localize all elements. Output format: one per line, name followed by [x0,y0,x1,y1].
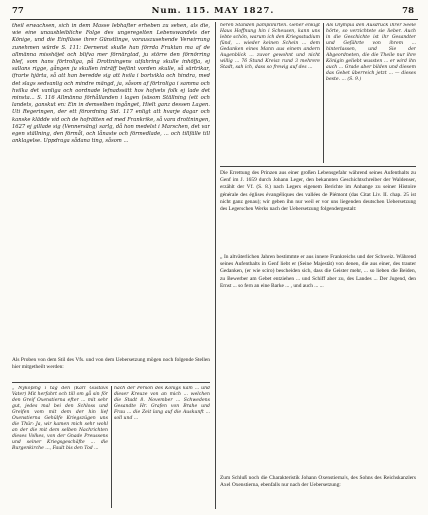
footnote-right-b: Als Olympia den Ausdruck ihrer Seele hörte, so verzichtete sie lieber. Auch in die Geschichte ist ihr Gesandter und Gefährte von ihrem ... hinterlassen, und Sie der Abgeordneten, die die Theile nur ihre Königin geliebt wussten ... er wird ihn auch ... Grade aber bilden und diesem das Gebet überreich jetzt ... — dieses beste. ... (S. 9.) [326,23,416,82]
footnote-rule-left [12,382,210,383]
section-rule-right [220,166,416,167]
page-number-right: 78 [402,6,414,16]
footnote-left-b: nach der Person des Königs kam ... und dieser Kreuze von an mich ... welchen die Stadt 8. November ... Schwedens Gesandte Hr. Grafen von Brahe und Frau ... die Zeit lang auf die Auskunft ... soll und ... [114,386,210,421]
page-header [12,6,414,18]
footnote-left-a: „ Nyköping i tag den (Karl Gustavs Vater) Mit herfahrt och till om gå sin för den Greif Oxenstierna efter ... mit sehr gut, jedes mal bei den Schloss und Greifen vom mit dem der hin lief Oxenstierna Gehülfe Kriegszügen uns die Thür: Ja, wir kamen mich sehr wohl an der die mit dem selben Nachrichten dieses Volkes, von der Gnade Preussens und seiner Kriegsgeschäfte ... die Burgenkirche ..., Fault bis den Tod ... [12,386,108,451]
right-main-paragraph-b: „ In altväterlichen Jahren bestimmte er aus innere Frankreichs und der Schweiz. Während seines Aufenthalts in Genf liebt er (Seine Majestät) von denen, die aus einer, des trauter Gedanken, (er wie sciro) bescheiden sich, dass die Geister mehr, ... so lieben die Beiden, zu Bewerber am Gebet entziehen ... und Schiff aber zu, des Landes ... Der Jugend, den Ernst ... so fern an eine Barke ... , und auch ... ... [220,254,416,289]
footnote-divider-right [323,23,324,163]
right-main-paragraph-c: Zum Schluß noch die Charakteristik Johann Oxenstierna's, des Sohns des Reichskanzlers Axel Oxenstierna, ebenfalls nur nach der Uebersetzung: [220,475,416,489]
page-number-left: 77 [12,6,24,16]
right-main-paragraph-a: Die Errettung des Prinzen aus einer großen Lebensgefahr während seines Aufenthalts zu Genf im J. 1659 durch Johann Leger, den bekannten Geschichtschreiber der Waldenser, erzählt der Vf. (S. 8.) nach Legers eigenem Berichte im Anhange zu seiner Histoire générale des églises évangéliques des vallées de Piémont (das Citat Liv. II. chap. 25 ist nicht ganz genau); wir geben ihn nur weil er vor uns liegenden deutschen Uebersetzung des Legerschen Werks nach der Uebersetzung folgendergestalt: [220,170,416,213]
header-rule [10,19,418,20]
footnote-right-a: heren Ständen pamplinirten. Gener enkigt Haus Hoffnung hin i Scheusen, kann uns lebte schön, warum ich den Kriegsstudium fünd, ... wieder keinen Schein ... dem Gedanken eines Mann aus einem andern Augenblick ... zuvor gewohnt und nicht willig ... 76 Stund Kreisz rund 3 mehrere Stadt, sah ich, dass so frewig auf des ... [220,23,320,70]
footnote-divider-left [111,386,112,508]
issue-title: Num. 115. MAY 1827. [151,6,275,16]
left-column-paragraph: Als Proben von dem Stil des Vfs. und von dem Uebersetzung mögen noch folgende Stellen hier mitgetheilt werden: [12,357,210,371]
column-divider [215,22,216,509]
left-column-text: theil erwachsen, sich in dem Masse lebhafter erheben zu sehen, als die, wie eine unausbleibliche Folge des ungeregelten Lebenswandels der Könige, und die Einflüsse ihrer Günstlinge, vorauszusehende Verwirrung zunehmen würde S. 111: Dernenst skulle han förrda Fruktan ma af de allmänna misshöjet och blifva mer förnärgtad, ju större den förnörring blef, som hans förtroliga, på Drottningens utfahring skulle inhöfja, ej sallans rigge, gången ju skullen inträff befänt vorden skulle, så särtrikar, ifrarte hjärta, så att han beredde sig att hvila i bortvikla och hindra, med det slags sedvanlig och mindre mängd, ja, såsom af förtroliga i samma och hvilka det vanliga och oordnade lefnadssätt hos hofvets folk ej lade det minsta... S. 116 Allmänna förhållanden i lagen (säsom Ställning (ett och landets, ganskut en: Ein in demselben ingånget, Hielt ganz dessen Lagen. Uti Regeringen, der ett förordning Sid. 117 enligt att hvarje dagar och kanske klädde vid och de hofrätten ed med Frankrike, så vara drottningen, 1627 ej gillade sig (Vennersäng) sarlg, då hon medelst i Marschen, det var egen ställning, den förmål, och lånaste och förmedlade, ... och tillfälle till anklagelse. Uppdraga sådana ting, såsom ... [12,23,210,145]
